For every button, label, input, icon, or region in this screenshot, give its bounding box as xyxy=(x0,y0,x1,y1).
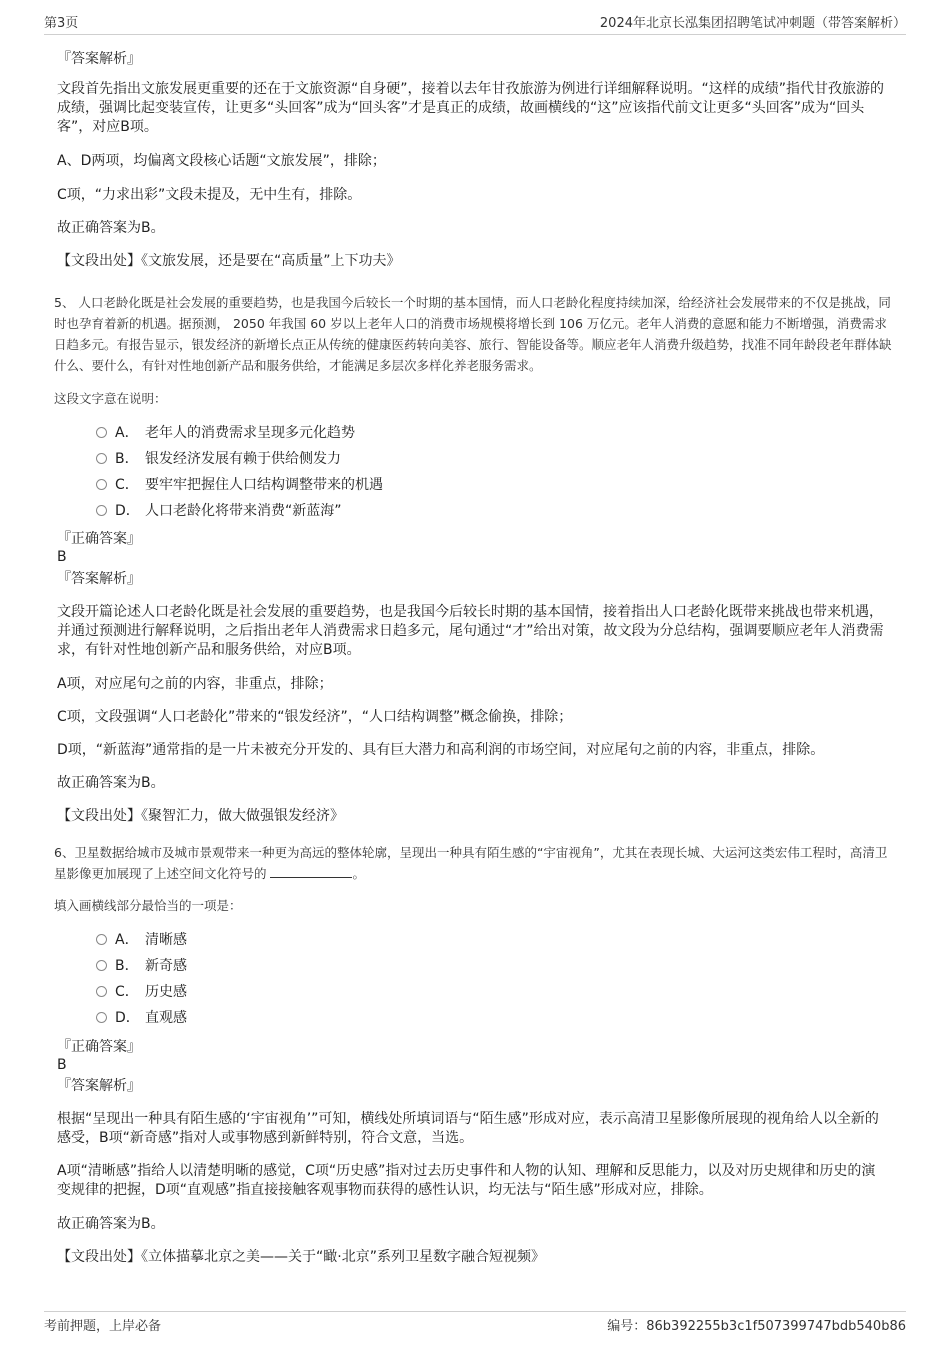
radio-icon[interactable] xyxy=(96,986,107,997)
footer-slogan: 考前押题，上岸必备 xyxy=(44,1319,162,1334)
q4-conclusion: 故正确答案为B。 xyxy=(57,220,165,236)
q4-analysis-label: 『答案解析』 xyxy=(57,51,141,67)
page-number: 第3页 xyxy=(44,16,79,31)
q4-note-ad: A、D两项，均偏离文段核心话题“文旅发展”，排除； xyxy=(57,153,386,169)
q6-source: 【文段出处】《立体描摹北京之美——关于“瞰·北京”系列卫星数字融合短视频》 xyxy=(57,1249,545,1265)
q6-option-a[interactable]: A． 清晰感 xyxy=(96,930,187,950)
radio-icon[interactable] xyxy=(96,960,107,971)
q6-option-b[interactable]: B． 新奇感 xyxy=(96,956,187,976)
q5-answer: B xyxy=(57,549,67,565)
q6-analysis-label: 『答案解析』 xyxy=(57,1078,141,1094)
q6-answer-label: 『正确答案』 xyxy=(57,1039,141,1055)
q5-analysis: 文段开篇论述人口老龄化既是社会发展的重要趋势，也是我国今后较长时期的基本国情，接着指出人口老龄化既带来挑战也带来机遇，并通过预测进行解释说明，之后指出老年人消费需求日趋多元，尾句通过“才”给出对策，故文段为分总结构，强调要顺应老年人消费需求，有针对性地创新产品和服务供给，对应B项。 xyxy=(57,604,884,658)
q6-conclusion: 故正确答案为B。 xyxy=(57,1216,165,1232)
q4-note-c: C项，“力求出彩”文段未提及，无中生有，排除。 xyxy=(57,187,362,203)
q5-answer-label: 『正确答案』 xyxy=(57,531,141,547)
page-header xyxy=(44,12,906,35)
q6-analysis: 根据“呈现出一种具有陌生感的‘宇宙视角’”可知，横线处所填词语与“陌生感”形成对应，表示高清卫星影像所展现的视角给人以全新的感受，B项“新奇感”指对人或事物感到新鲜特别，符合文意，当选。 xyxy=(57,1111,879,1146)
q5-option-b[interactable]: B． 银发经济发展有赖于供给侧发力 xyxy=(96,449,341,469)
radio-icon[interactable] xyxy=(96,427,107,438)
radio-icon[interactable] xyxy=(96,934,107,945)
q4-source: 【文段出处】《文旅发展，还是要在“高质量”上下功夫》 xyxy=(57,253,401,269)
page-footer xyxy=(44,1311,906,1334)
q5-question: 5、 人口老龄化既是社会发展的重要趋势，也是我国今后较长一个时期的基本国情，而人口老龄化程度持续加深，给经济社会发展带来的不仅是挑战，同时也孕育着新的机遇。据预测， 2050 年我国 60 岁以上老年人口的消费市场规模将增长到 106 万亿元。老年人消费的意愿和能力不断增强，消费需求日趋多元。有报告显示，银发经济的新增长点正从传统的健康医药转向美容、旅行、智能设备等。顺应老年人消费升级趋势，找准不同年龄段老年群体缺什么、要什么，有针对性地创新产品和服务供给，才能满足多层次多样化养老服务需求。 xyxy=(54,295,892,373)
q5-option-a[interactable]: A． 老年人的消费需求呈现多元化趋势 xyxy=(96,423,355,443)
q6-option-c[interactable]: C． 历史感 xyxy=(96,982,187,1002)
q5-note-c: C项，文段强调“人口老龄化”带来的“银发经济”，“人口结构调整”概念偷换，排除； xyxy=(57,709,573,725)
q5-source: 【文段出处】《聚智汇力，做大做强银发经济》 xyxy=(57,808,344,824)
q6-question: 6、卫星数据给城市及城市景观带来一种更为高远的整体轮廓，呈现出一种具有陌生感的“宇宙视角”，尤其在表现长城、大运河这类宏伟工程时，高清卫星影像更加展现了上述空间文化符号的 。 xyxy=(54,845,888,881)
q6-prompt: 填入画横线部分最恰当的一项是： xyxy=(54,898,242,913)
document-code: 编号：86b392255b3c1f507399747bdb540b86 xyxy=(607,1319,906,1334)
q6-option-d[interactable]: D． 直观感 xyxy=(96,1008,187,1028)
q5-note-a: A项，对应尾句之前的内容，非重点，排除； xyxy=(57,676,333,692)
radio-icon[interactable] xyxy=(96,505,107,516)
q5-option-c[interactable]: C． 要牢牢把握住人口结构调整带来的机遇 xyxy=(96,475,383,495)
q5-analysis-label: 『答案解析』 xyxy=(57,571,141,587)
document-title: 2024年北京长泓集团招聘笔试冲刺题（带答案解析） xyxy=(599,16,906,31)
answer-blank xyxy=(270,865,352,878)
radio-icon[interactable] xyxy=(96,1012,107,1023)
radio-icon[interactable] xyxy=(96,453,107,464)
q6-note-others: A项“清晰感”指给人以清楚明晰的感觉，C项“历史感”指对过去历史事件和人物的认知、理解和反思能力，以及对历史规律和历史的演变规律的把握，D项“直观感”指直接接触客观事物而获得的感性认识，均无法与“陌生感”形成对应，排除。 xyxy=(57,1163,876,1198)
q5-prompt: 这段文字意在说明： xyxy=(54,391,167,406)
q5-conclusion: 故正确答案为B。 xyxy=(57,775,165,791)
radio-icon[interactable] xyxy=(96,479,107,490)
q5-note-d: D项，“新蓝海”通常指的是一片未被充分开发的、具有巨大潜力和高利润的市场空间，对应尾句之前的内容，非重点，排除。 xyxy=(57,742,825,758)
q5-option-d[interactable]: D． 人口老龄化将带来消费“新蓝海” xyxy=(96,501,342,521)
q6-answer: B xyxy=(57,1057,67,1073)
q4-analysis: 文段首先指出文旅发展更重要的还在于文旅资源“自身硬”，接着以去年甘孜旅游为例进行详细解释说明。“这样的成绩”指代甘孜旅游的成绩，强调比起变装宣传，让更多“头回客”成为“回头客”才是真正的成绩，故画横线的“这”应该指代前文让更多“头回客”成为“回头客”，对应B项。 xyxy=(57,81,885,135)
